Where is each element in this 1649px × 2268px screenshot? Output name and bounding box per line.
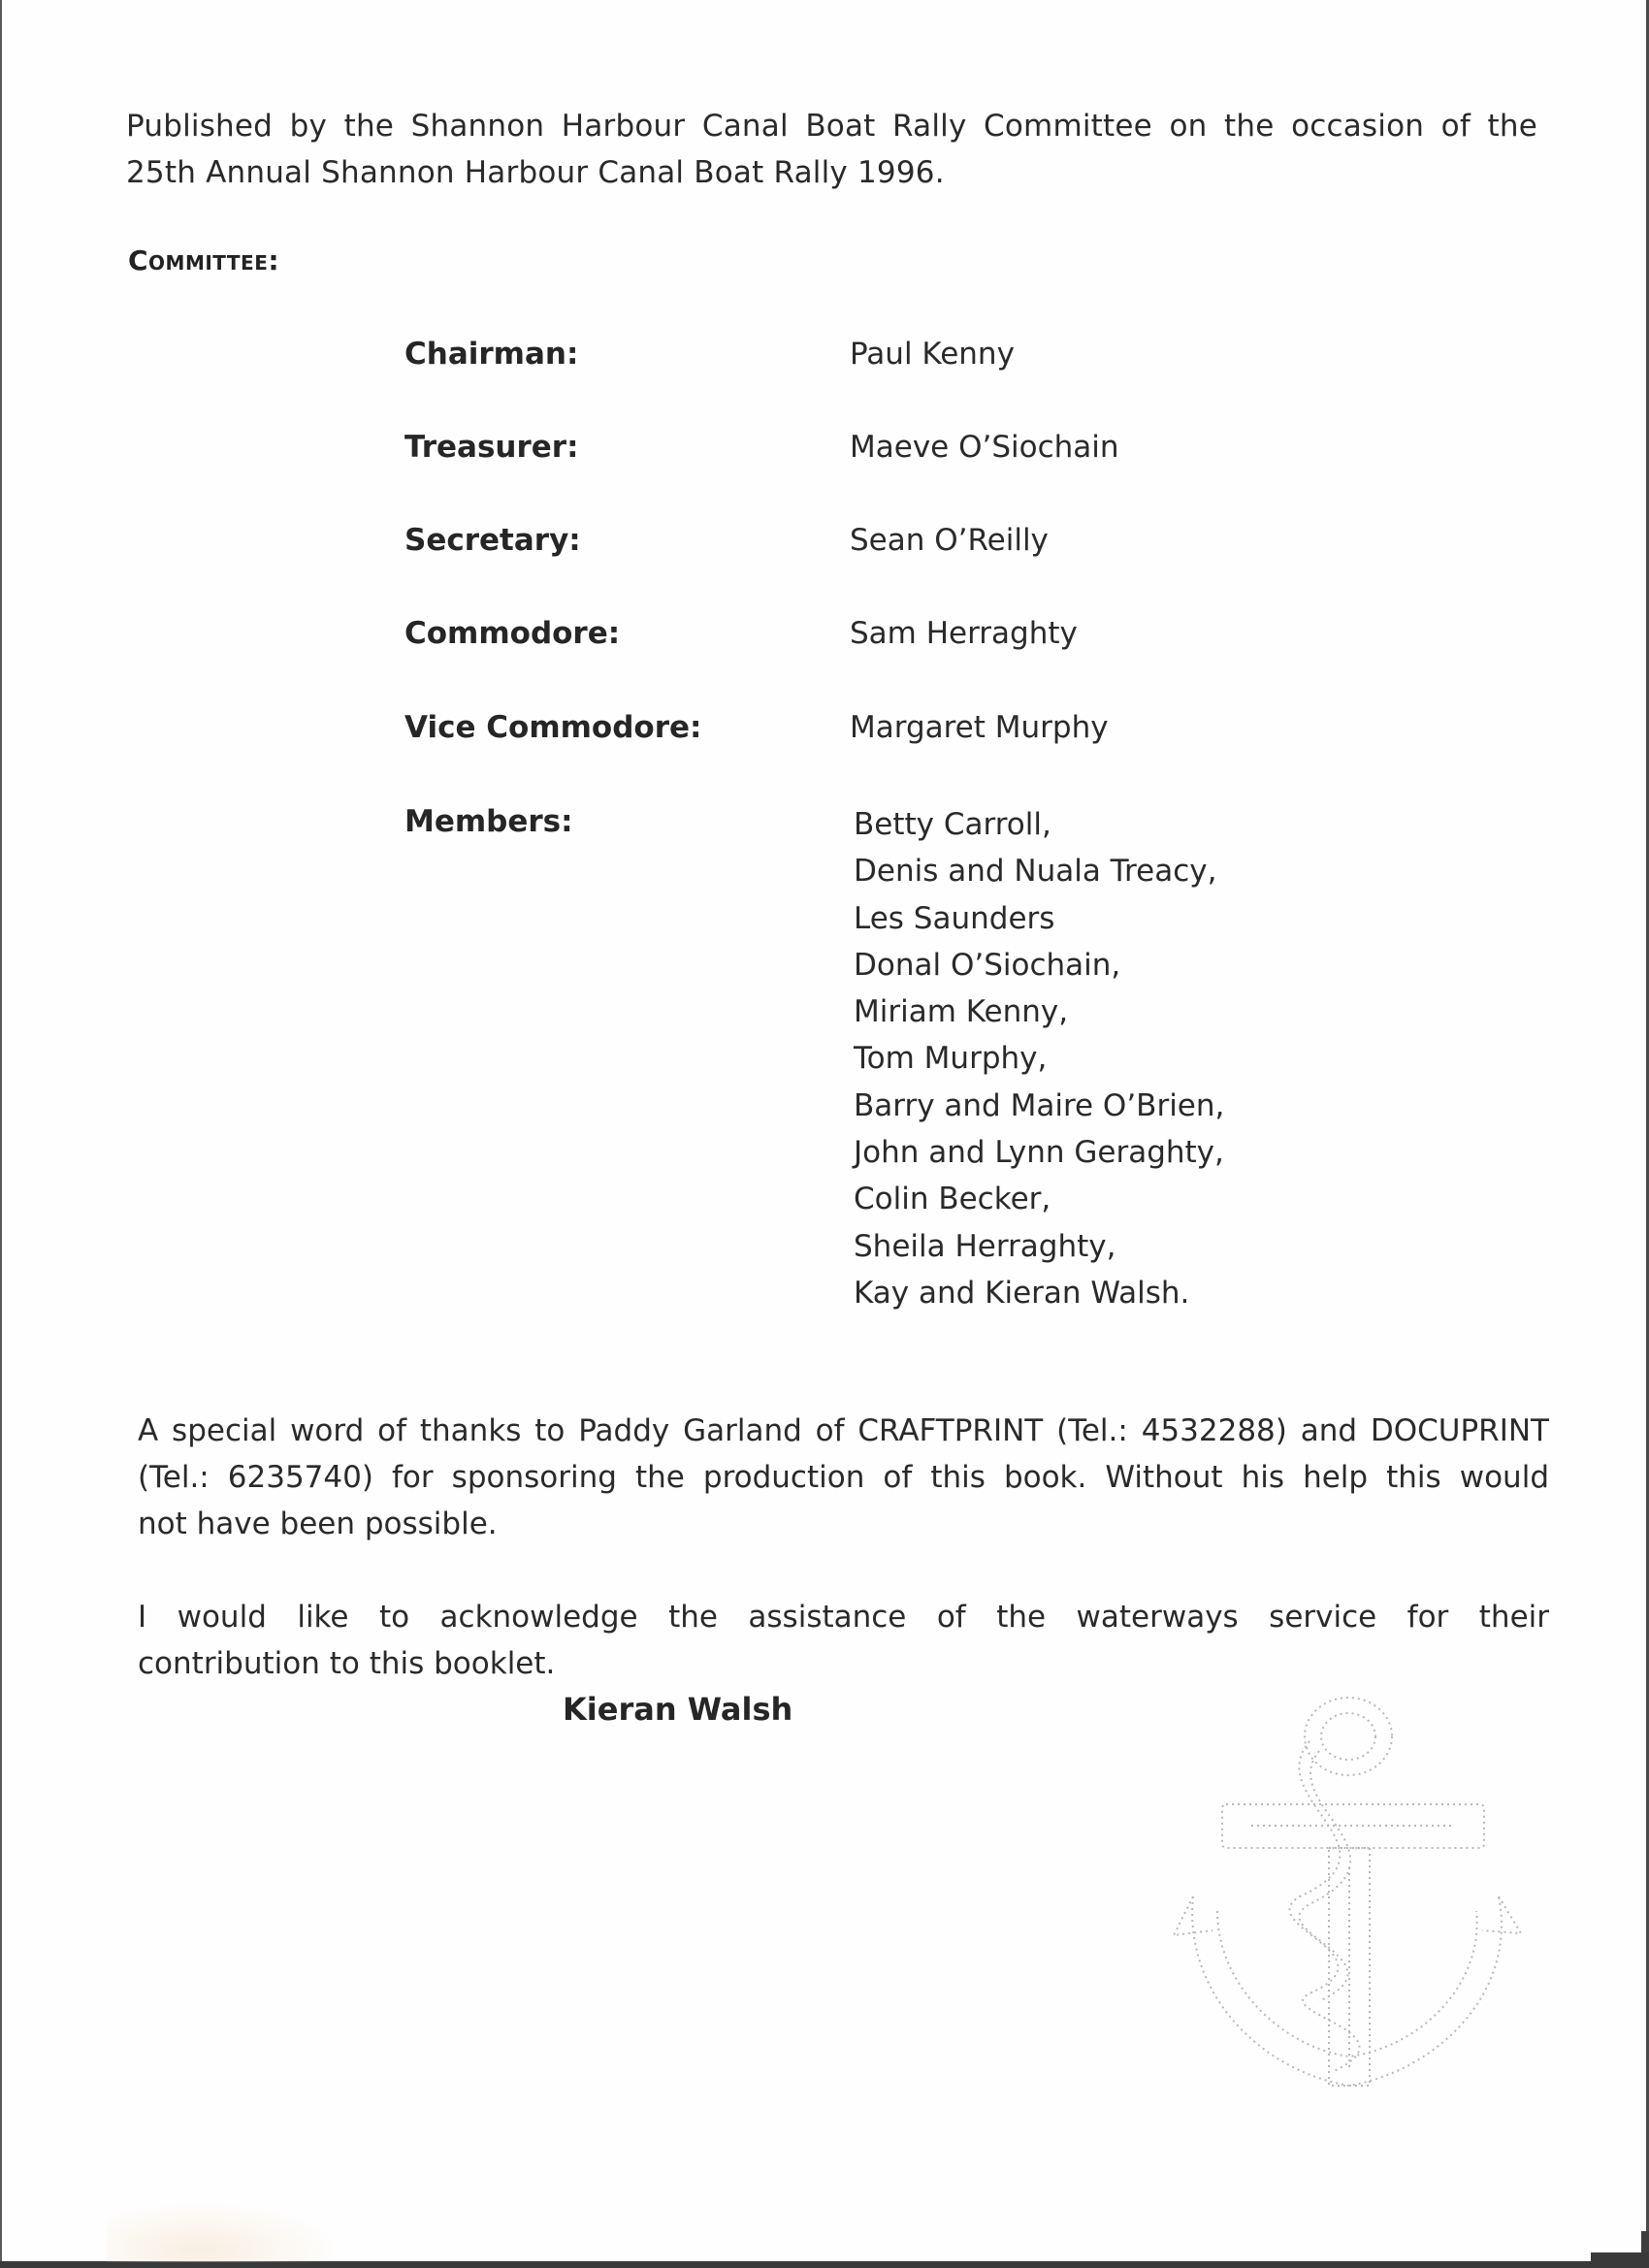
role-label-secretary: Secretary: — [404, 523, 581, 558]
member-item: John and Lynn Geraghty, — [854, 1135, 1224, 1171]
member-item: Les Saunders — [854, 900, 1055, 936]
paper-stain — [107, 2202, 340, 2262]
role-value-vice-commodore: Margaret Murphy — [850, 710, 1109, 745]
role-label-chairman: Chairman: — [404, 337, 579, 372]
thanks-paragraph — [138, 1408, 1549, 1547]
committee-heading: Committee: — [128, 244, 280, 276]
role-value-chairman: Paul Kenny — [850, 337, 1015, 372]
member-item: Barry and Maire O’Brien, — [854, 1087, 1225, 1123]
role-value-treasurer: Maeve O’Siochain — [850, 430, 1119, 465]
publication-statement — [126, 103, 1537, 196]
scan-border-corner — [1591, 2252, 1649, 2268]
scan-border-left — [0, 0, 2, 2268]
anchor-with-rope-icon — [1164, 1683, 1533, 2120]
thanks-line-2: (Tel.: 6235740) for sponsoring the production of this book. Without his help this would — [138, 1460, 1549, 1495]
acknowledgement-paragraph — [138, 1594, 1549, 1687]
role-label-commodore: Commodore: — [404, 616, 621, 651]
member-item: Sheila Herraghty, — [854, 1228, 1116, 1264]
member-item: Betty Carroll, — [854, 807, 1051, 842]
thanks-line-3: not have been possible. — [138, 1507, 498, 1541]
publication-statement-line-1: Published by the Shannon Harbour Canal Boat Rally Committee on the occasion of the — [126, 109, 1537, 144]
acknowledgement-line-1: I would like to acknowledge the assistance of the waterways service for their — [138, 1600, 1549, 1635]
role-label-vice-commodore: Vice Commodore: — [404, 710, 702, 745]
role-label-treasurer: Treasurer: — [404, 430, 579, 465]
role-value-commodore: Sam Herraghty — [850, 616, 1078, 651]
members-list — [854, 801, 1224, 1316]
acknowledgement-line-2: contribution to this booklet. — [138, 1646, 556, 1681]
member-item: Tom Murphy, — [854, 1041, 1048, 1077]
publication-statement-line-2: 25th Annual Shannon Harbour Canal Boat Rally 1996. — [126, 155, 945, 190]
member-item: Kay and Kieran Walsh. — [854, 1275, 1190, 1311]
member-item: Donal O’Siochain, — [854, 947, 1121, 983]
member-item: Miriam Kenny, — [854, 994, 1069, 1030]
role-label-members: Members: — [404, 804, 573, 839]
signature: Kieran Walsh — [563, 1691, 793, 1728]
member-item: Colin Becker, — [854, 1182, 1051, 1217]
thanks-line-1: A special word of thanks to Paddy Garland of CRAFTPRINT (Tel.: 4532288) and DOCUPRINT — [138, 1413, 1549, 1448]
role-value-secretary: Sean O’Reilly — [850, 523, 1049, 558]
member-item: Denis and Nuala Treacy, — [854, 854, 1217, 890]
scan-border-bottom — [0, 2261, 1649, 2268]
